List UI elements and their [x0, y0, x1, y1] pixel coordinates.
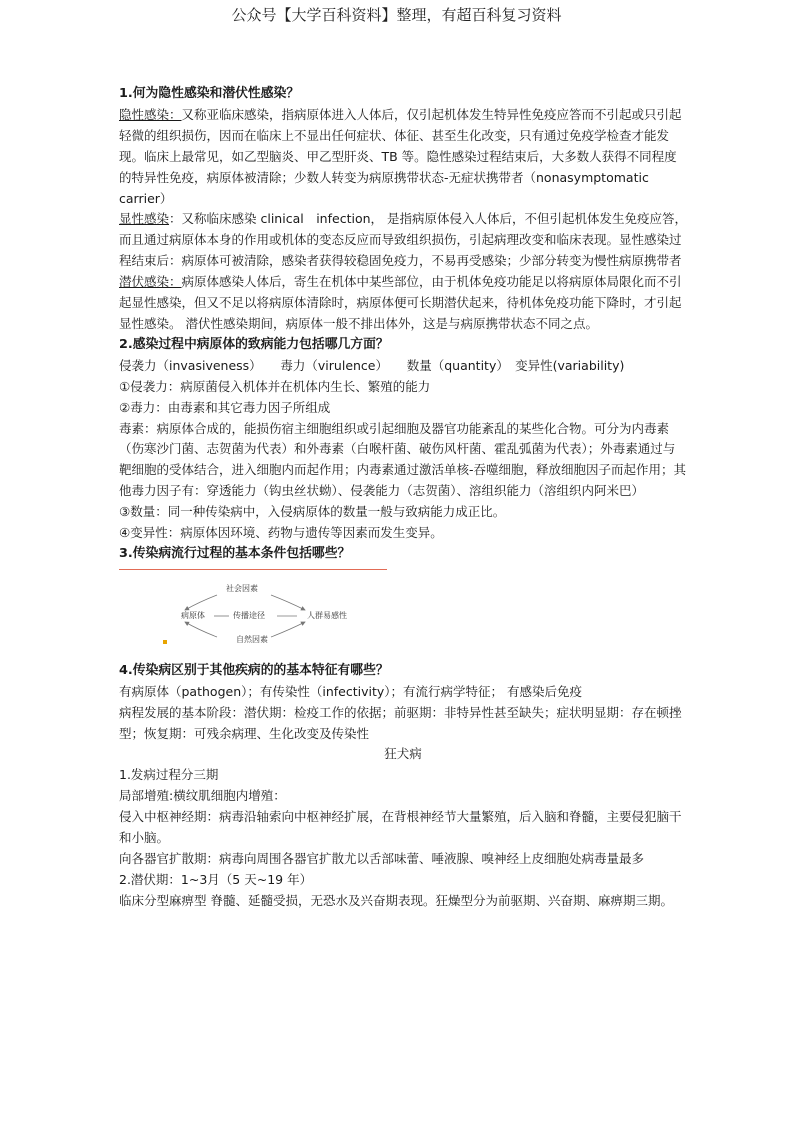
diagram-label-social: 社会因素	[226, 583, 258, 593]
anchor-marker	[163, 640, 167, 644]
toxin-paragraph: 毒素：病原体合成的，能损伤宿主细胞组织或引起细胞及器官功能紊乱的某些化合物。可分为内毒素（伤寒沙门菌、志贺菌为代表）和外毒素（白喉杆菌、破伤风杆菌、霍乱弧菌为代表）；外毒素通过与靶细胞的受体结合，进入细胞内而起作用；内毒素通过激活单核-吞噬细胞，释放细胞因子而起作用；其他毒力因子有：穿透能力（钩虫丝状蚴）、侵袭能力（志贺菌）、溶组织能力（溶组织内阿米巴）	[119, 420, 687, 499]
overt-infection-paragraph	[119, 209, 687, 272]
diagram-label-susceptibility: 人群易感性	[307, 610, 347, 620]
diagram-label-route: 传播途径	[233, 610, 265, 620]
overt-infection-text: ：又称临床感染 clinical infection， 是指病原体侵入人体后，不但引起机体发生免疫应答，而且通过病原体本身的作用或机体的变态反应而导致组织损伤，引起病理改变和临床表现。显性感染过程结束后：病原体可被清除，感染者获得较稳固免疫力，不易再受感染；少部分转变为慢性病原携带者	[119, 211, 687, 269]
epidemic-process-diagram	[119, 569, 387, 652]
virulence-item: ②毒力：由毒素和其它毒力因子所组成	[119, 399, 331, 415]
rabies-spread-stage: 向各器官扩散期：病毒向周围各器官扩散尤以舌部味蕾、唾液腺、嗅神经上皮细胞处病毒量最多	[119, 851, 645, 866]
dormant-infection-paragraph	[119, 272, 687, 335]
arrow-social-to-susceptible	[271, 595, 305, 610]
page-header: 公众号【大学百科资料】整理，有超百科复习资料	[231, 6, 562, 24]
question-2-title: 2.感染过程中病原体的致病能力包括哪几方面？	[119, 336, 389, 352]
arrow-social-to-pathogen	[185, 595, 217, 610]
diagram-label-pathogen: 病原体	[181, 610, 205, 620]
question-1-title: 1.何为隐性感染和潜伏性感染？	[119, 86, 300, 101]
latent-infection-term: 隐性感染：	[119, 106, 182, 122]
pathogenicity-overview: 侵袭力（invasiveness） 毒力（virulence） 数量（quantity） 变异性(variability)	[119, 357, 625, 373]
question-3-title: 3.传染病流行过程的基本条件包括哪些？	[119, 545, 351, 561]
rabies-stage-heading: 1.发病过程分三期	[119, 767, 219, 783]
question-4-title: 4.传染病区别于其他疾病的的基本特征有哪些？	[119, 662, 389, 678]
invasiveness-item: ①侵袭力：病原菌侵入机体并在机体内生长、繁殖的能力	[119, 378, 431, 394]
quantity-item: ③数量：同一种传染病中，入侵病原体的数量一般与致病能力成正比。	[119, 504, 506, 520]
rabies-clinical-types: 临床分型麻痹型 脊髓、延髓受损，无恐水及兴奋期表现。狂燥型分为前驱期、兴奋期、麻痹期三期。	[119, 892, 673, 908]
rabies-cns-invasion: 侵入中枢神经期：病毒沿轴索向中枢神经扩展，在背根神经节大量繁殖，后入脑和脊髓，主要侵犯脑干和小脑。	[119, 809, 682, 846]
features-line: 有病原体（pathogen）；有传染性（infectivity）；有流行病学特征； 有感染后免疫	[119, 683, 582, 699]
rabies-local-proliferation: 局部增殖:横纹肌细胞内增殖：	[119, 788, 286, 804]
rabies-title: 狂犬病	[384, 746, 422, 762]
latent-infection-text: 又称亚临床感染，指病原体进入人体后，仅引起机体发生特异性免疫应答而不引起或只引起轻微的组织损伤，因而在临床上不显出任何症状、体征、甚至生化改变，只有通过免疫学检查才能发现。临床上最常见，如乙型脑炎、甲乙型肝炎、TB 等。隐性感染过程结束后，大多数人获得不同程度的特异性免疫，病原体被清除；少数人转变为病原携带状态-无症状携带者（nonasymptomatic carrier）	[119, 106, 682, 206]
dormant-infection-term: 潜伏感染：	[119, 274, 182, 290]
stages-line: 病程发展的基本阶段：潜伏期：检疫工作的依据；前驱期：非特异性甚至缺失；症状明显期：存在顿挫型；恢复期：可残余病理、生化改变及传染性	[119, 704, 682, 741]
dormant-infection-text: 病原体感染人体后，寄生在机体中某些部位，由于机体免疫功能足以将病原体局限化而不引起显性感染，但又不足以将病原体清除时，病原体便可长期潜伏起来，待机体免疫功能下降时，才引起显性感染。 潜伏性感染期间，病原体一般不排出体外，这是与病原携带状态不同之点。	[119, 274, 682, 331]
variability-item: ④变异性：病原体因环境、药物与遗传等因素而发生变异。	[119, 525, 443, 541]
document-body	[119, 84, 687, 912]
arrow-natural-to-pathogen	[185, 622, 217, 637]
diagram-label-natural: 自然因素	[236, 634, 268, 644]
latent-infection-paragraph	[119, 105, 687, 210]
rabies-incubation: 2.潜伏期：1~3月（5 天~19 年）	[119, 871, 313, 887]
arrow-natural-to-susceptible	[271, 622, 305, 637]
overt-infection-term: 显性感染	[119, 211, 170, 227]
